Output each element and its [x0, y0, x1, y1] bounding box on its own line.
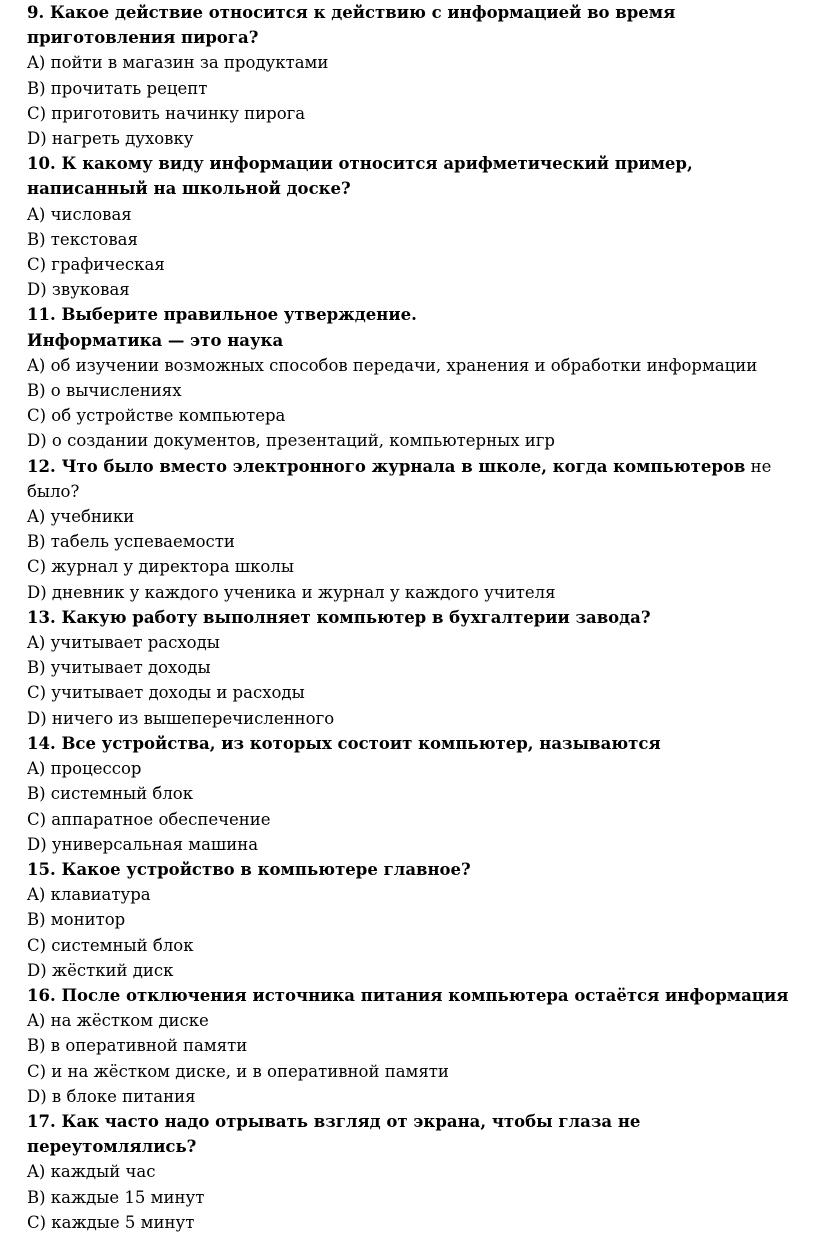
- question-title-line: [27, 454, 807, 504]
- answer-option: B) системный блок: [27, 784, 194, 804]
- answer-option: C) и на жёстком диске, и в оперативной памяти: [27, 1061, 449, 1081]
- question-15: [27, 857, 807, 983]
- answer-option: D) жёсткий диск: [27, 960, 174, 980]
- answer-option: B) учитывает доходы: [27, 658, 211, 678]
- question-title-tail: не было?: [27, 456, 772, 501]
- answer-option: C) журнал у директора школы: [27, 557, 294, 577]
- question-title: 11. Выберите правильное утверждение.: [27, 305, 417, 325]
- answer-option: A) числовая: [27, 204, 132, 224]
- answer-option: A) учебники: [27, 507, 135, 527]
- answer-option: A) клавиатура: [27, 885, 151, 905]
- question-subtitle: Информатика — это наука: [27, 330, 284, 350]
- question-title: 12. Что было вместо электронного журнала в школе, когда компьютеров: [27, 456, 746, 476]
- answer-option: C) учитывает доходы и расходы: [27, 683, 305, 703]
- answer-option: D) о создании документов, презентаций, компьютерных игр: [27, 431, 555, 451]
- answer-option: B) табель успеваемости: [27, 532, 235, 552]
- answer-option: D) ничего из вышеперечисленного: [27, 708, 335, 728]
- answer-option: D) дневник у каждого ученика и журнал у каждого учителя: [27, 582, 556, 602]
- answer-option: B) монитор: [27, 910, 126, 930]
- answer-option: A) об изучении возможных способов передачи, хранения и обработки информации: [27, 355, 758, 375]
- answer-option: C) об устройстве компьютера: [27, 406, 286, 426]
- question-title: 17. Как часто надо отрывать взгляд от экрана, чтобы глаза не переутомлялись?: [27, 1111, 641, 1157]
- question-16: [27, 983, 807, 1109]
- question-title: 9. Какое действие относится к действию с информацией во время приготовления пирога?: [27, 3, 676, 48]
- question-12: [27, 454, 807, 605]
- question-10: [27, 151, 807, 302]
- answer-option: C) системный блок: [27, 935, 194, 955]
- answer-option: A) пойти в магазин за продуктами: [27, 53, 329, 73]
- answer-option: D) нагреть духовку: [27, 129, 194, 149]
- question-title: 14. Все устройства, из которых состоит компьютер, называются: [27, 733, 661, 753]
- answer-option: B) прочитать рецепт: [27, 78, 208, 98]
- quiz-document: [27, 0, 807, 1235]
- answer-option: C) графическая: [27, 255, 165, 275]
- question-title: 15. Какое устройство в компьютере главное?: [27, 859, 471, 879]
- answer-option: B) текстовая: [27, 229, 138, 249]
- answer-option: B) в оперативной памяти: [27, 1036, 248, 1056]
- answer-option: C) каждые 5 минут: [27, 1212, 195, 1232]
- answer-option: B) о вычислениях: [27, 381, 182, 401]
- answer-option: D) звуковая: [27, 280, 130, 300]
- question-13: [27, 605, 807, 731]
- answer-option: D) в блоке питания: [27, 1086, 196, 1106]
- question-14: [27, 731, 807, 857]
- answer-option: A) учитывает расходы: [27, 633, 220, 653]
- question-title: 16. После отключения источника питания компьютера остаётся информация: [27, 985, 789, 1005]
- answer-option: A) на жёстком диске: [27, 1011, 209, 1031]
- answer-option: B) каждые 15 минут: [27, 1187, 205, 1207]
- answer-option: C) приготовить начинку пирога: [27, 103, 306, 123]
- answer-option: C) аппаратное обеспечение: [27, 809, 271, 829]
- question-title: 10. К какому виду информации относится арифметический пример, написанный на школьной доске?: [27, 154, 693, 199]
- answer-option: A) каждый час: [27, 1162, 156, 1182]
- question-11: [27, 302, 807, 453]
- answer-option: A) процессор: [27, 759, 142, 779]
- question-9: [27, 0, 807, 151]
- question-17: [27, 1109, 807, 1235]
- question-title: 13. Какую работу выполняет компьютер в бухгалтерии завода?: [27, 607, 651, 627]
- answer-option: D) универсальная машина: [27, 834, 259, 854]
